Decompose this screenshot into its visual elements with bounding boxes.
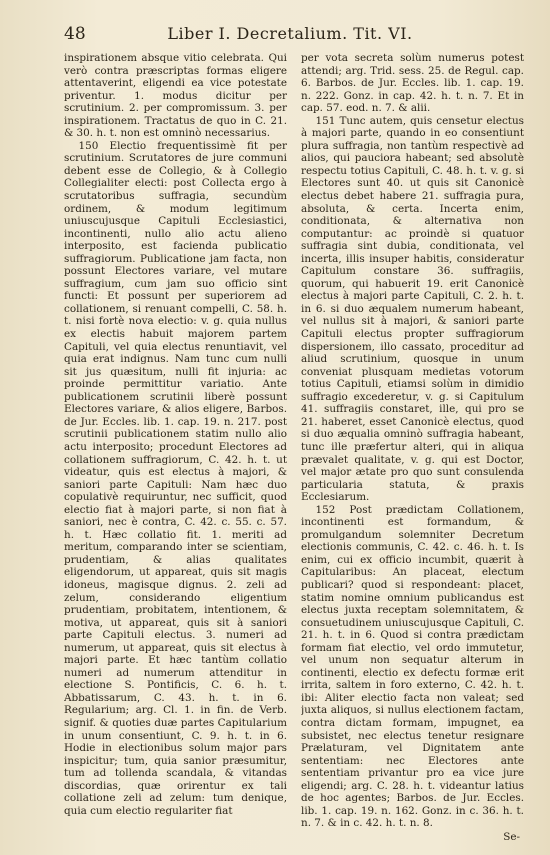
right-column <box>301 52 524 843</box>
catchword: Se- <box>503 831 520 843</box>
paragraph-150: 150 Electio frequentissimè fit per scrutinium. Scrutatores de jure communi debent esse de Collegio, & à Collegio Collegialiter electi: post Collecta ergo à scrutatoribus suffragia, secundùm ordinem, & modum legitimum uniuscujusque Capituli Ecclesiastici, incontinenti, nullo alio actu alieno interposito, est facienda publicatio suffragiorum. Publicatione jam facta, non possunt Electores variare, vel mutare suffragium, cum jam suo officio sint functi: Et possunt per superiorem ad collationem, si renuant compelli, C. 58. h. t. nisi fortè nova electio: v. g. quia nullus ex electis habuit majorem partem Capituli, vel quia electus renuntiavit, vel quia erat indignus. Nam tunc cum nulli sit jus quæsitum, nulli fit injuria: ac proinde permittitur variatio. Ante publicationem scrutinii liberè possunt Electores variare, & alios eligere, Barbos. de Jur. Eccles. lib. 1. cap. 19. n. 217. post scrutinii publicationem statim nullo alio actu interposito; procedunt Electores ad collationem suffragiorum, C. 42. h. t. ut videatur, quis est electus à majori, & saniori parte Capituli: Nam hæc duo copulativè requiruntur, nec sufficit, quod electio fiat à majori parte, si non fiat à saniori, nec è contra, C. 42. c. 55. c. 57. h. t. Hæc collatio fit. 1. meriti ad meritum, comparando inter se scientiam, prudentiam, & alias qualitates eligendorum, ut appareat, quis sit magis idoneus, magisque dignus. 2. zeli ad zelum, considerando eligentium prudentiam, probitatem, intentionem, & motiva, ut appareat, quis sit à saniori parte Capituli electus. 3. numeri ad numerum, ut appareat, quis sit electus à majori parte. Et hæc tantùm collatio numeri ad numerum attenditur in electione S. Pontificis, C. 6. h. t. Abbatissarum, C. 43. h. t. in 6. Regularium; arg. Cl. 1. in fin. de Verb. signif. & quoties duæ partes Capitularium in unum consentiunt, C. 9. h. t. in 6. Hodie in electionibus solum major pars inspicitur; tum, quia sanior præsumitur, tum ad tollenda scandala, & vitandas discordias, quæ orirentur ex tali collatione zeli ad zelum: tum denique, quia cum electio regulariter fiat <box>64 139 287 817</box>
paragraph-150-continuation: per vota secreta solùm numerus potest attendi; arg. Trid. sess. 25. de Regul. cap. 6. Barbos. de Jur. Eccles. lib. 1. cap. 19. n. 222. Gonz. in cap. 42. h. t. n. 7. Et in cap. 57. eod. n. 7. & alii. <box>301 52 524 115</box>
page-number: 48 <box>64 24 86 44</box>
left-column <box>64 52 287 843</box>
page-header <box>64 24 516 50</box>
paragraph-151: 151 Tunc autem, quis censetur electus à majori parte, quando in eo consentiunt plura suffragia, non tantùm respectivè ad alios, qui pauciora habeant; sed absolutè respectu totius Capituli, C. 48. h. t. v. g. si Electores sunt 40. ut quis sit Canonicè electus debet habere 21. suffragia pura, absoluta, & certa. Incerta enim, conditionata, & alternativa non computantur: ac proindè si quatuor suffragia sint dubia, conditionata, vel incerta, illis insuper habitis, consideratur Capitulum constare 36. suffragiis, quorum, qui habuerit 19. erit Canonicè electus à majori parte Capituli, C. 2. h. t. in 6. si duo æqualem numerum habeant, vel nullus sit à majori, & saniori parte Capituli electus propter suffragiorum dispersionem, illo cassato, proceditur ad aliud scrutinium, quosque in unum conveniat plusquam medietas votorum totius Capituli, etiamsi solùm in dimidio suffragio excederetur, v. g. si Capitulum 41. suffragiis constaret, ille, qui pro se 21. haberet, esset Canonicè electus, quod si duo æqualia omninò suffragia habeant, tunc ille præfertur alteri, qui in aliqua prævalet qualitate, v. g. qui est Doctor, vel major ætate pro quo sunt consulenda particularia statuta, & praxis Ecclesiarum. <box>301 114 524 504</box>
paragraph-152: 152 Post prædictam Collationem, incontinenti est formandum, & promulgandum solemniter Decretum electionis communis, C. 42. c. 46. h. t. Is enim, cui ex officio incumbit, quærit à Capitularibus: An placeat, electum publicari? quod si respondeant: placet, statim nomine omnium publicandus est electus juxta receptam solemnitatem, & consuetudinem uniuscujusque Capituli, C. 21. h. t. in 6. Quod si contra prædictam formam fiat electio, vel ordo immutetur, vel unum non sequatur alterum in continenti, electio ex defectu formæ erit irrita, saltem in foro externo, C. 42. h. t. ibi: Aliter electio facta non valeat; sed juxta aliquos, si nullus electionem factam, contra dictam formam, impugnet, ea subsistet, nec electus tenetur resignare Prælaturam, vel Dignitatem ante sententiam: nec Electores ante sententiam privantur pro ea vice jure eligendi; arg. C. 28. h. t. videantur latius de hoc agentes; Barbos. de Jur. Eccles. lib. 1. cap. 19. n. 162. Gonz. in c. 36. h. t. n. 7. & in c. 42. h. t. n. 8. <box>301 503 524 830</box>
running-title: Liber I. Decretalium. Tit. VI. <box>167 24 413 43</box>
paragraph-continuation: inspirationem absque vitio celebrata. Qui verò contra præscriptas formas eligere attentaverint, eligendi ea vice potestate priventur. 1. modus dicitur per scrutinium. 2. per compromissum. 3. per inspirationem. Tractatus de quo in C. 21. & 30. h. t. non est omninò necessarius. <box>64 52 287 140</box>
text-columns <box>64 52 524 843</box>
